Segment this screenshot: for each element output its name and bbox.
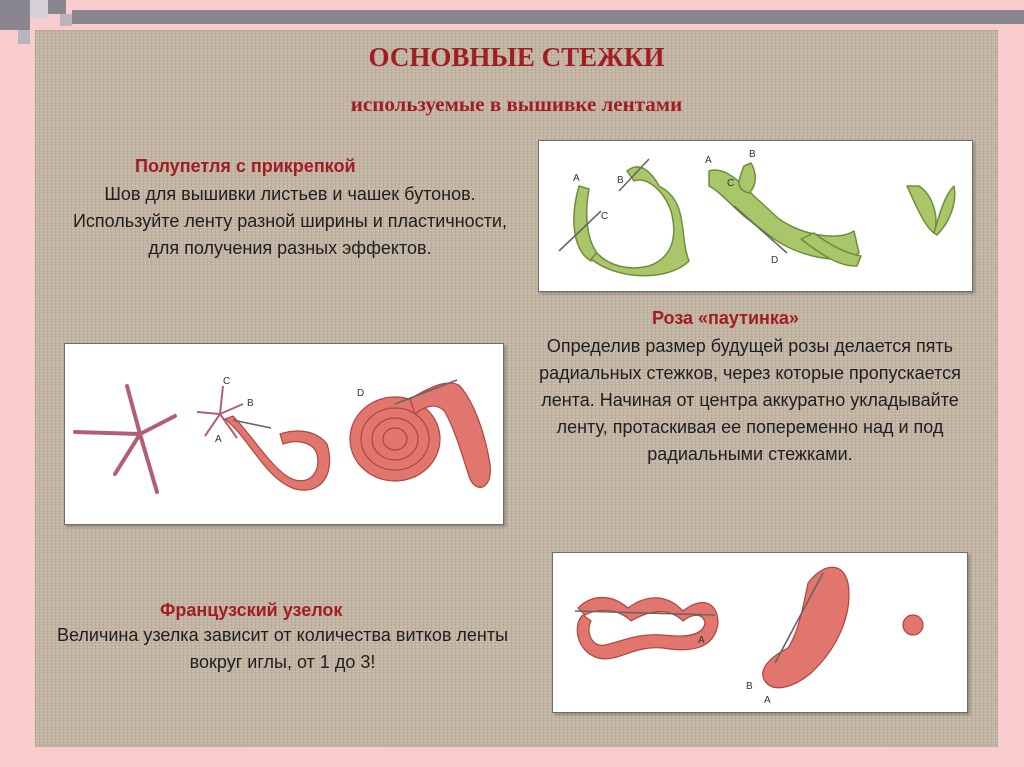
spider-rose-text: Определив размер будущей розы делается пять радиальных стежков, через которые пропускается лента. Начиная от центра аккуратно укладывайте ленту, протаскивая ее попеременно над и под радиальными стежками. xyxy=(539,336,961,464)
french-knot-illustration xyxy=(553,553,967,712)
green-ribbon xyxy=(907,186,936,233)
slide-subtitle: используемые в вышивке лентами xyxy=(350,92,683,116)
half-loop-illustration xyxy=(539,141,972,291)
deco-square xyxy=(0,0,30,30)
label-c: C xyxy=(601,211,609,222)
radial-stitch xyxy=(197,412,220,414)
radial-stitch xyxy=(220,386,223,414)
red-ribbon xyxy=(763,567,849,687)
green-ribbon xyxy=(739,163,755,193)
header-bar xyxy=(72,10,1024,24)
rose-spiral xyxy=(350,397,440,481)
green-ribbon xyxy=(934,186,955,235)
red-ribbon xyxy=(577,597,718,658)
label-b: B xyxy=(617,175,624,186)
deco-square xyxy=(30,0,48,18)
slide-title: ОСНОВНЫЕ СТЕЖКИ xyxy=(368,42,665,72)
spider-rose-illustration xyxy=(65,344,503,524)
deco-square xyxy=(18,30,30,44)
french-knot-text: Величина узелка зависит от количества витков ленты вокруг иглы, от 1 до 3! xyxy=(56,625,509,672)
radial-stitch xyxy=(115,434,140,474)
french-knot-title: Французский узелок xyxy=(160,600,343,620)
label-c: C xyxy=(727,178,735,189)
label-a: A xyxy=(764,695,771,706)
half-loop-figure xyxy=(538,140,973,292)
red-ribbon xyxy=(225,416,330,490)
label-d: D xyxy=(771,255,779,266)
french-knot xyxy=(903,615,923,635)
label-b: B xyxy=(749,149,756,160)
radial-stitch xyxy=(140,434,157,492)
french-knot-figure xyxy=(552,552,968,713)
radial-stitch xyxy=(140,416,175,434)
label-a: A xyxy=(215,434,222,445)
radial-stitch xyxy=(220,404,243,414)
label-c: C xyxy=(223,376,231,387)
deco-square xyxy=(60,14,72,26)
radial-stitch xyxy=(127,386,140,434)
green-ribbon xyxy=(574,186,599,261)
deco-square xyxy=(48,0,66,14)
radial-stitch xyxy=(205,414,220,436)
radial-stitch xyxy=(75,432,140,434)
label-d: D xyxy=(357,388,365,399)
label-a: A xyxy=(698,635,705,646)
half-loop-title: Полупетля с прикрепкой xyxy=(135,156,356,176)
spider-rose-title: Роза «паутинка» xyxy=(652,308,799,328)
label-b: B xyxy=(247,398,254,409)
spider-rose-figure xyxy=(64,343,504,525)
label-b: B xyxy=(746,681,753,692)
label-a: A xyxy=(573,173,580,184)
half-loop-text: Шов для вышивки листьев и чашек бутонов. Используйте ленту разной ширины и пластичности, для получения разных эффектов. xyxy=(72,184,507,258)
label-a: A xyxy=(705,155,712,166)
